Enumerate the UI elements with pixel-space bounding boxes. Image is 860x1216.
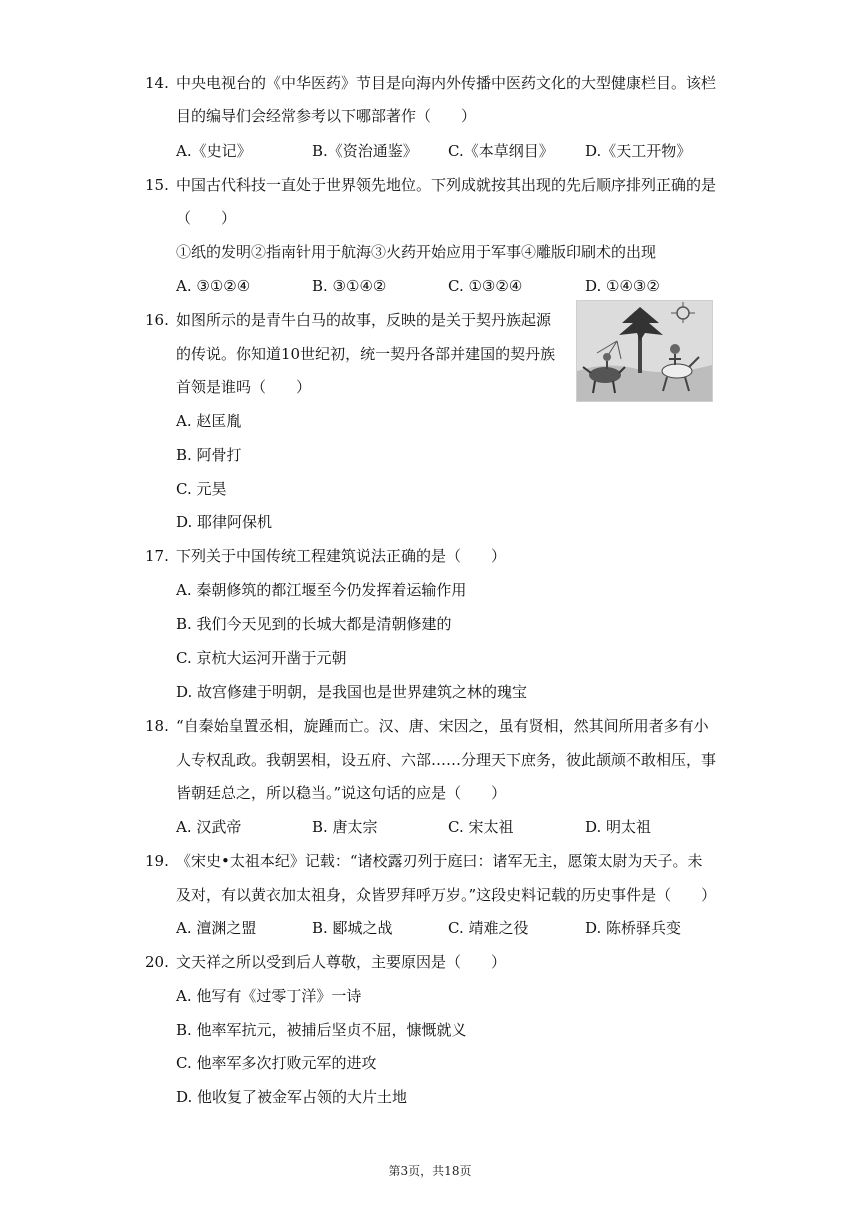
question-15-number: 15. xyxy=(145,176,169,194)
question-19-option-b: B. 郾城之战 xyxy=(312,919,393,937)
qingniu-baima-illustration xyxy=(576,300,713,402)
question-15-option-c: C. ①③②④ xyxy=(448,277,523,295)
question-17-stem-line: 下列关于中国传统工程建筑说法正确的是（ ） xyxy=(176,547,507,565)
question-16-option-c: C. 元昊 xyxy=(176,480,227,498)
question-20-option-c: C. 他率军多次打败元军的进攻 xyxy=(176,1054,377,1072)
question-14-stem-line: 目的编导们会经常参考以下哪部著作（ ） xyxy=(176,107,477,125)
question-15-stem-line: （ ） xyxy=(176,209,237,227)
question-18-option-b: B. 唐太宗 xyxy=(312,818,378,836)
question-14-option-a: A.《史记》 xyxy=(176,142,252,160)
question-16-option-a: A. 赵匡胤 xyxy=(176,412,242,430)
question-20-option-b: B. 他率军抗元，被捕后坚贞不屈，慷慨就义 xyxy=(176,1021,467,1039)
question-19-option-c: C. 靖难之役 xyxy=(448,919,529,937)
question-20-option-a: A. 他写有《过零丁洋》一诗 xyxy=(176,987,362,1005)
question-15-option-d: D. ①④③② xyxy=(585,277,660,295)
question-16-option-b: B. 阿骨打 xyxy=(176,446,242,464)
question-17-option-b: B. 我们今天见到的长城大都是清朝修建的 xyxy=(176,615,452,633)
question-18-stem-line: 皆朝廷总之，所以稳当。”说这句话的应是（ ） xyxy=(176,784,507,802)
question-19-stem-line: 及对，有以黄衣加太祖身，众皆罗拜呼万岁。”这段史料记载的历史事件是（ ） xyxy=(176,886,717,904)
question-19-stem-line: 《宋史•太祖本纪》记载：“诸校露刃列于庭曰：诸军无主，愿策太尉为天子。未 xyxy=(176,852,703,870)
question-15-option-a: A. ③①②④ xyxy=(176,277,251,295)
question-20-option-d: D. 他收复了被金军占领的大片土地 xyxy=(176,1088,408,1106)
question-16-stem-line: 首领是谁吗（ ） xyxy=(176,378,312,396)
question-15-stem-line: 中国古代科技一直处于世界领先地位。下列成就按其出现的先后顺序排列正确的是 xyxy=(176,176,717,194)
question-16-stem-line: 如图所示的是青牛白马的故事，反映的是关于契丹族起源 xyxy=(176,311,552,329)
question-18-option-d: D. 明太祖 xyxy=(585,818,652,836)
question-20-stem-line: 文天祥之所以受到后人尊敬，主要原因是（ ） xyxy=(176,953,507,971)
question-14-option-b: B.《资治通鉴》 xyxy=(312,142,418,160)
question-15-stem-line: ①纸的发明②指南针用于航海③火药开始应用于军事④雕版印刷术的出现 xyxy=(176,243,657,261)
question-17-number: 17. xyxy=(145,547,169,565)
question-18-stem-line: “自秦始皇置丞相，旋踵而亡。汉、唐、宋因之，虽有贤相，然其间所用者多有小 xyxy=(176,717,709,735)
question-16-option-d: D. 耶律阿保机 xyxy=(176,513,273,531)
question-20-number: 20. xyxy=(145,953,169,971)
question-16-number: 16. xyxy=(145,311,169,329)
page-footer: 第3页，共18页 xyxy=(388,1164,472,1178)
question-18-number: 18. xyxy=(145,717,169,735)
question-19-option-a: A. 澶渊之盟 xyxy=(176,919,257,937)
question-17-option-a: A. 秦朝修筑的都江堰至今仍发挥着运输作用 xyxy=(176,581,467,599)
question-16-stem-line: 的传说。你知道10世纪初，统一契丹各部并建国的契丹族 xyxy=(176,345,556,363)
question-19-option-d: D. 陈桥驿兵变 xyxy=(585,919,682,937)
question-14-option-d: D.《天工开物》 xyxy=(585,142,692,160)
question-14-option-c: C.《本草纲目》 xyxy=(448,142,554,160)
question-17-option-c: C. 京杭大运河开凿于元朝 xyxy=(176,649,347,667)
question-15-option-b: B. ③①④② xyxy=(312,277,387,295)
illustration-drawing xyxy=(577,301,712,401)
question-17-option-d: D. 故宫修建于明朝，是我国也是世界建筑之林的瑰宝 xyxy=(176,683,528,701)
question-18-option-a: A. 汉武帝 xyxy=(176,818,242,836)
question-14-number: 14. xyxy=(145,74,169,92)
question-14-stem-line: 中央电视台的《中华医药》节目是向海内外传播中医药文化的大型健康栏目。该栏 xyxy=(176,74,717,92)
question-18-option-c: C. 宋太祖 xyxy=(448,818,514,836)
question-19-number: 19. xyxy=(145,852,169,870)
question-18-stem-line: 人专权乱政。我朝罢相，设五府、六部……分理天下庶务，彼此颉颃不敢相压，事 xyxy=(176,751,717,769)
